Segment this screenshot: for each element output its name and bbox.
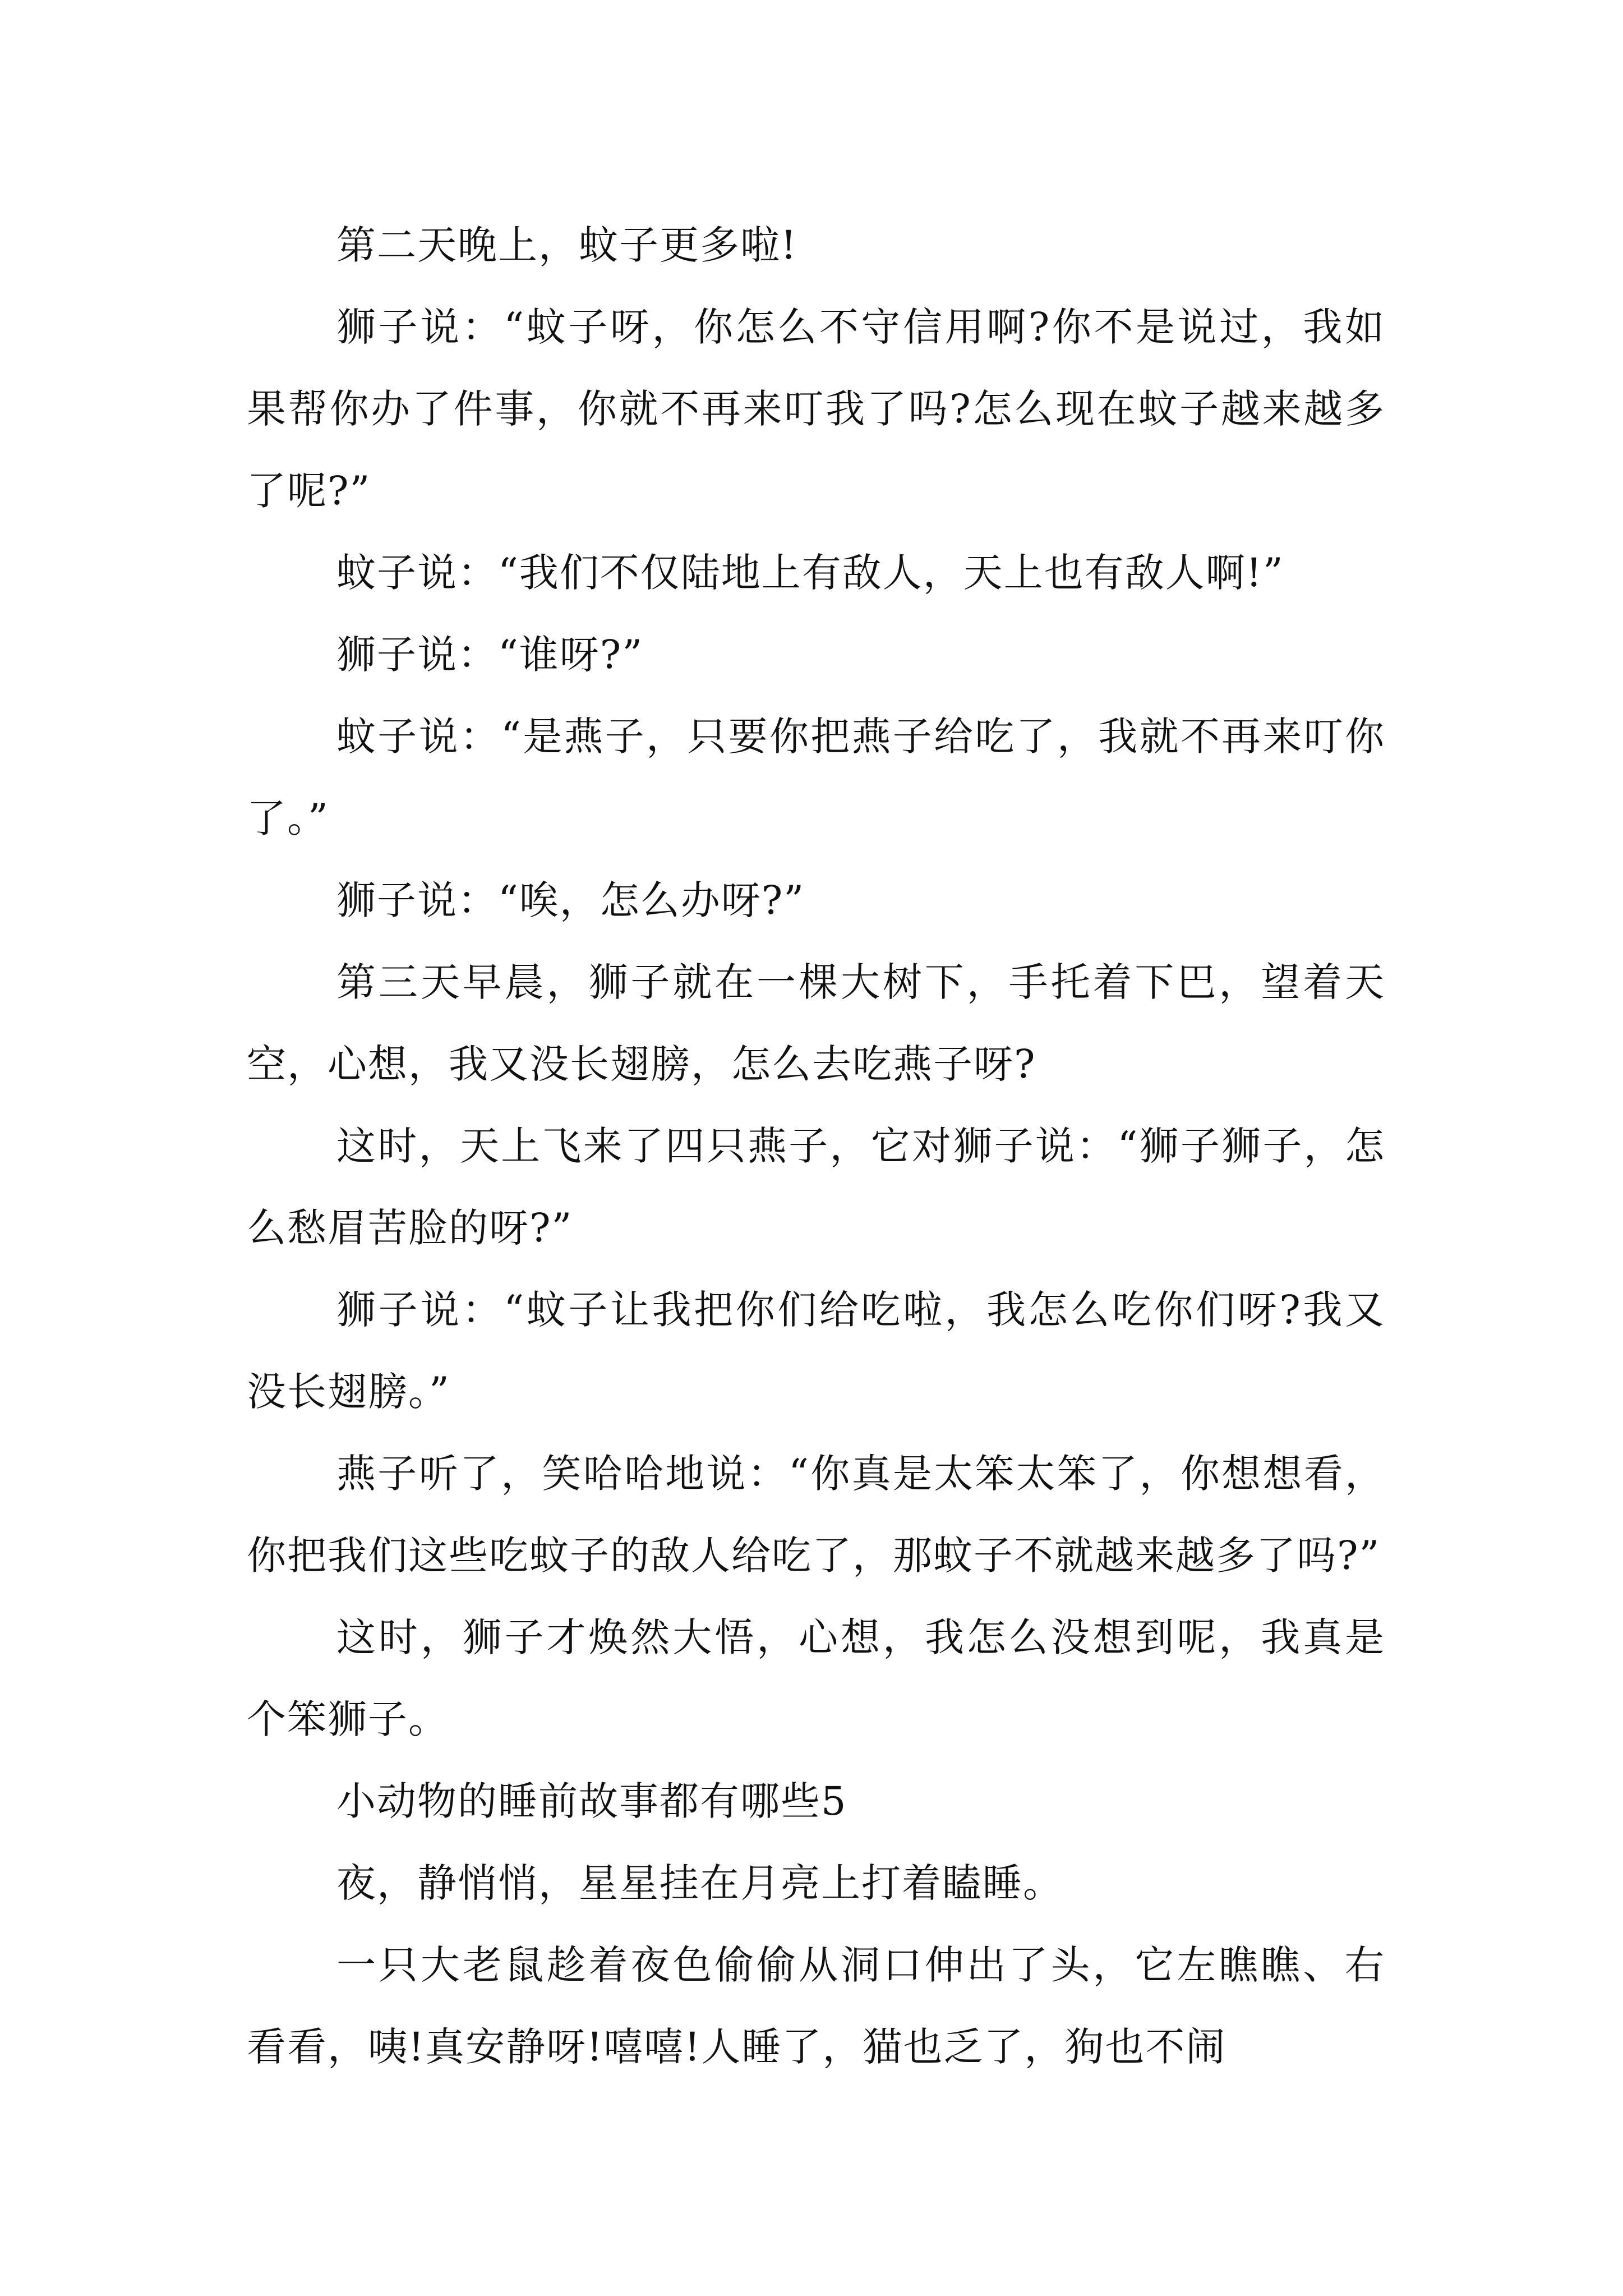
paragraph: 蚊子说：“我们不仅陆地上有敌人，天上也有敌人啊!” <box>336 550 1284 596</box>
section-heading: 小动物的睡前故事都有哪些5 <box>336 1778 847 1824</box>
paragraph: 燕子听了，笑哈哈地说：“你真是太笨太笨了，你想想看，你把我们这些吃蚊子的敌人给吃了，那蚊子不就越来越多了吗?” <box>247 1451 1385 1579</box>
paragraph: 夜，静悄悄，星星挂在月亮上打着瞌睡。 <box>336 1860 1063 1906</box>
paragraph: 这时，狮子才焕然大悟，心想，我怎么没想到呢，我真是个笨狮子。 <box>247 1614 1385 1742</box>
paragraph: 一只大老鼠趁着夜色偷偷从洞口伸出了头，它左瞧瞧、右看看，咦!真安静呀!嘻嘻!人睡了，猫也乏了，狗也不闹 <box>247 1942 1385 2070</box>
paragraph: 第三天早晨，狮子就在一棵大树下，手托着下巴，望着天空，心想，我又没长翅膀，怎么去吃燕子呀? <box>247 959 1385 1087</box>
paragraph: 这时，天上飞来了四只燕子，它对狮子说：“狮子狮子，怎么愁眉苦脸的呀?” <box>247 1123 1385 1251</box>
paragraph: 狮子说：“唉，怎么办呀?” <box>336 877 805 923</box>
story-text <box>247 204 1385 2088</box>
paragraph: 第二天晚上，蚊子更多啦! <box>336 222 798 268</box>
paragraph: 狮子说：“谁呀?” <box>336 632 644 678</box>
paragraph: 狮子说：“蚊子呀，你怎么不守信用啊?你不是说过，我如果帮你办了件事，你就不再来叮我了吗?怎么现在蚊子越来越多了呢?” <box>247 304 1385 514</box>
paragraph: 狮子说：“蚊子让我把你们给吃啦，我怎么吃你们呀?我又没长翅膀。” <box>247 1287 1385 1415</box>
paragraph: 蚊子说：“是燕子，只要你把燕子给吃了，我就不再来叮你了。” <box>247 714 1385 841</box>
